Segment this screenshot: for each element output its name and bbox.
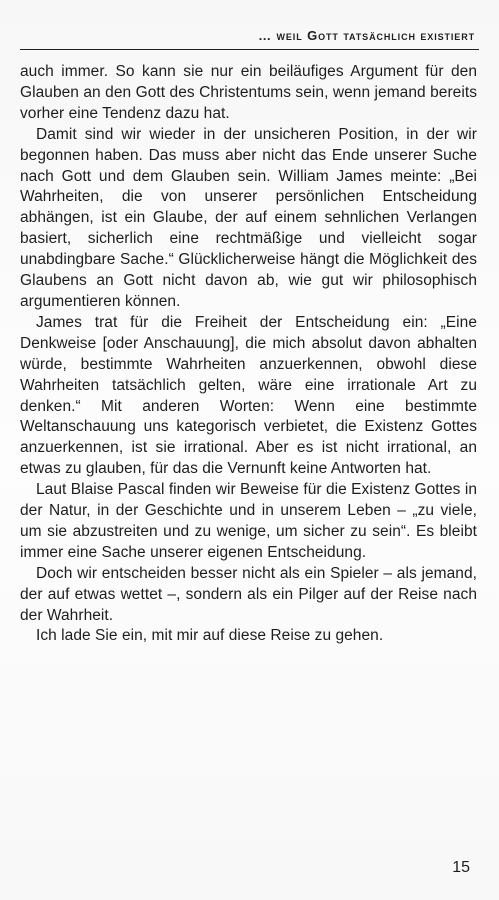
paragraph-5: Doch wir entscheiden besser nicht als ein Spieler – als jemand, der auf etwas wettet –, sondern als ein Pilger auf der Reise nach der Wahrheit. [20, 564, 477, 624]
paragraph-4: Laut Blaise Pascal finden wir Beweise für die Existenz Gottes in der Natur, in der Geschichte und in unserem Leben – „zu viele, um sie abzustreiten und zu wenige, um sicher zu sein“. Es bleibt immer eine Sache unserer eigenen Entscheidung. [20, 481, 477, 561]
page-number: 15 [452, 859, 470, 876]
running-title: … weil Gott tatsächlich existiert [258, 28, 475, 43]
paragraph-1: auch immer. So kann sie nur ein beiläufiges Argument für den Glauben an den Gott des Christentums sein, wenn jemand bereits vorher eine Tendenz dazu hat. [20, 63, 477, 122]
paragraph-2: Damit sind wir wieder in der unsicheren Position, in der wir begonnen haben. Das muss aber nicht das Ende unserer Suche nach Gott und dem Glauben sein. William James meinte: „Bei Wahrheiten, die von unserer persönlichen Entscheidung abhängen, ist ein Glaube, der auf einem sehnlichen Verlangen basiert, sicherlich eine rechtmäßige und vielleicht sogar unabdingbare Sache.“ Glücklicherweise hängt die Möglichkeit des Glaubens an Gott nicht davon ab, wie gut wir philosophisch argumentieren können. [20, 125, 477, 310]
running-header [20, 27, 479, 50]
body-text [20, 62, 477, 647]
paragraph-6: Ich lade Sie ein, mit mir auf diese Reise zu gehen. [36, 627, 384, 645]
paragraph-3: James trat für die Freiheit der Entscheidung ein: „Eine Denkweise [oder Anschauung], die mich absolut davon abhalten würde, bestimmte Wahrheiten anzuerkennen, obwohl diese Wahrheiten tatsächlich gelten, wäre eine irrationale Art zu denken.“ Mit anderen Worten: Wenn eine bestimmte Weltanschauung uns kategorisch verbietet, die Existenz Gottes anzuerkennen, ist sie irrational. Aber es ist nicht irrational, an etwas zu glauben, für das die Vernunft keine Antworten hat. [20, 313, 477, 478]
